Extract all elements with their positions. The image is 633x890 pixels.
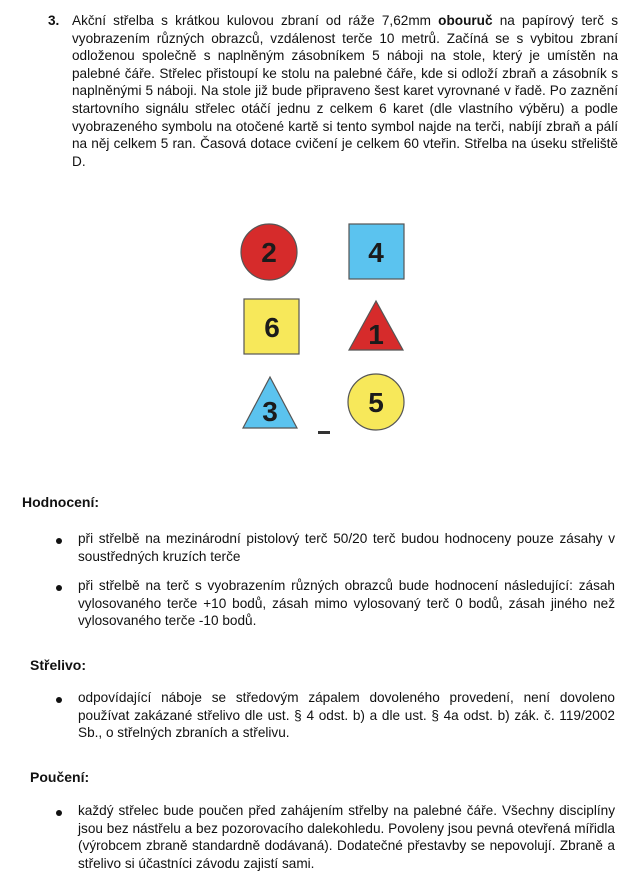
target-square-6: [244, 299, 299, 354]
item-3-text-pre: Akční střelba s krátkou kulovou zbraní od ráže 7,62mm: [72, 13, 439, 28]
item-3-text-post: na papírový terč s vyobrazením různých obrazců, vzdálenost terče 10 metrů. Začíná se s vybitou zbraní odloženou společně s naplněným zásobníkem 5 náboji na stole, který je umístěn na palebné čáře. Střelec přistoupí ke stolu na palebné čáře, kde si odloží zbraň a zásobník s naplněnými 5 náboji. Na stole již bude připraveno šest karet vyrovnané v řadě. Po zaznění startovního signálu střelec otáčí jednu z celkem 6 karet (dle vlastního výběru) a podle vyobrazeného symbolu na otočené kartě si tento symbol najde na terči, nabíjí zbraň a pálí na něj celkem 5 ran. Časová dotace cvičení je celkem 60 vteřin. Střelba na úseku střeliště D.: [72, 13, 618, 169]
target-triangle-1: [349, 301, 403, 350]
target-label: 1: [368, 319, 384, 350]
target-circle-5: [348, 374, 404, 430]
section-title-strelivo: Střelivo:: [30, 657, 87, 673]
target-circle-2: [241, 224, 297, 280]
target-label: 6: [264, 312, 280, 343]
bullet-dot: [56, 585, 62, 591]
bullet-dot: [56, 697, 62, 703]
item-number: 3.: [48, 13, 60, 28]
target-label: 3: [262, 396, 278, 427]
bullet-text: při střelbě na mezinárodní pistolový terč 50/20 terč budou hodnoceny pouze zásahy v soustředných kruzích terče: [78, 531, 615, 564]
bullet-dot: [56, 538, 62, 544]
target-figure: [232, 218, 417, 440]
target-label: 2: [261, 237, 277, 268]
bullet-text: odpovídající náboje se středovým zápalem dovoleného provedení, není dovoleno používat zakázané střelivo dle ust. § 4 odst. b) a dle ust. § 4a odst. b) zák. č. 119/2002 Sb., o střelných zbraních a střelivu.: [78, 690, 615, 741]
target-label: 4: [368, 237, 384, 268]
target-square-4: [349, 224, 404, 279]
item-3-text: [72, 12, 618, 170]
bullet-text: při střelbě na terč s vyobrazením různých obrazců bude hodnocení následující: zásah vylosovaného terče +10 bodů, zásah mimo vylosovaný terč 0 bodů, zásah jiného než vylosovaného terče -10 bodů.: [78, 578, 615, 629]
section-title-hodnoceni: Hodnocení:: [22, 494, 99, 510]
target-triangle-3: [243, 377, 297, 428]
item-3-text-bold: obouruč: [438, 13, 493, 28]
bullet-text: každý střelec bude poučen před zahájením střelby na palebné čáře. Všechny disciplíny jsou bez nástřelu a bez pozorovacího dalekohledu. Povoleny jsou pevná otevřená mířidla (výrobcem zbraně standardně dodávaná). Dodatečné přestavby se nepovolují. Zbraně a střelivo si účastníci závodu zajistí sami.: [78, 803, 615, 871]
image-mark: [318, 431, 330, 434]
bullet-dot: [56, 810, 62, 816]
target-label: 5: [368, 387, 384, 418]
item-3: [48, 12, 618, 170]
target-image: [232, 218, 417, 440]
section-title-pouceni: Poučení:: [30, 769, 90, 785]
